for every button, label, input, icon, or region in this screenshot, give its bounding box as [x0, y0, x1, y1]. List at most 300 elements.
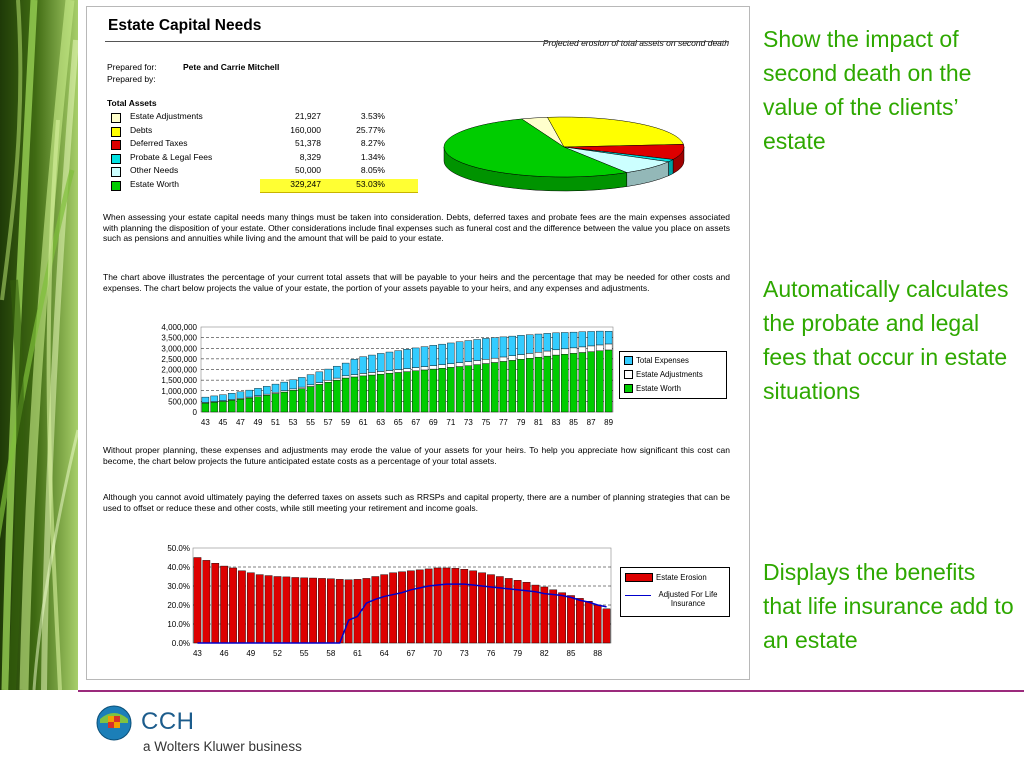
bar — [203, 560, 210, 643]
bar-segment — [526, 358, 533, 412]
legend-line-swatch — [625, 595, 651, 596]
bar-segment — [281, 392, 288, 412]
x-tick-label: 82 — [539, 649, 549, 658]
bar — [452, 568, 459, 643]
bar-segment — [403, 369, 410, 372]
bar-segment — [412, 348, 419, 368]
bar-segment — [298, 389, 305, 412]
bar-segment — [605, 331, 612, 344]
bar-segment — [526, 353, 533, 358]
legend-label: Total Expenses — [636, 356, 689, 365]
bar-segment — [228, 393, 235, 399]
asset-amount: 8,329 — [299, 151, 321, 162]
bar-segment — [482, 338, 489, 359]
x-tick-label: 63 — [376, 418, 386, 427]
y-tick-label: 0 — [192, 408, 197, 417]
bar-segment — [447, 367, 454, 412]
bar — [558, 593, 565, 643]
bar-segment — [421, 367, 428, 370]
bar-segment — [456, 342, 463, 363]
asset-row — [111, 138, 394, 151]
asset-row — [111, 111, 394, 124]
bar — [576, 598, 583, 643]
wolters-kluwer-tagline: a Wolters Kluwer business — [143, 739, 302, 754]
y-tick-label: 2,000,000 — [161, 365, 197, 375]
x-tick-label: 70 — [433, 649, 443, 658]
bar-segment — [228, 400, 235, 412]
legend-swatch — [111, 113, 121, 123]
bar — [220, 566, 227, 643]
x-tick-label: 51 — [271, 418, 280, 427]
bar — [309, 578, 316, 643]
asset-amount: 160,000 — [290, 124, 321, 135]
legend-item — [625, 573, 707, 582]
title-divider — [105, 41, 729, 42]
bar-segment — [535, 357, 542, 412]
bar-segment — [246, 390, 253, 397]
bar-segment — [500, 361, 507, 412]
bar — [532, 585, 539, 643]
bar-segment — [561, 332, 568, 348]
x-tick-label: 73 — [459, 649, 469, 658]
bar-segment — [456, 367, 463, 412]
bar-segment — [553, 333, 560, 350]
legend-swatch — [625, 573, 653, 582]
bar-segment — [290, 390, 297, 412]
bar-segment — [465, 341, 472, 362]
y-tick-label: 4,000,000 — [161, 323, 197, 332]
bar-segment — [360, 357, 367, 374]
bar-segment — [263, 395, 270, 412]
bar-segment — [360, 376, 367, 412]
bar-segment — [605, 344, 612, 350]
x-tick-label: 49 — [246, 649, 256, 658]
legend-item — [624, 384, 681, 393]
bar-segment — [263, 386, 270, 394]
bar — [274, 577, 281, 644]
bar-segment — [456, 363, 463, 367]
bar — [381, 575, 388, 643]
bar-segment — [535, 352, 542, 357]
bar-segment — [526, 335, 533, 354]
bar-segment — [333, 366, 340, 378]
report-subtitle: Projected erosion of total assets on second death — [542, 38, 729, 48]
bar-segment — [491, 362, 498, 412]
x-tick-label: 61 — [358, 418, 368, 427]
x-tick-label: 67 — [411, 418, 421, 427]
bar-segment — [307, 387, 314, 413]
bar-segment — [412, 368, 419, 371]
bar-segment — [491, 338, 498, 359]
bar-segment — [561, 349, 568, 354]
bar-segment — [333, 378, 340, 380]
x-tick-label: 58 — [326, 649, 336, 658]
x-tick-label: 73 — [463, 418, 473, 427]
bar — [461, 569, 468, 643]
bar-segment — [219, 401, 226, 412]
x-tick-label: 81 — [534, 418, 543, 427]
y-tick-label: 20.0% — [167, 601, 190, 610]
legend-item — [624, 370, 703, 379]
bar — [327, 579, 334, 643]
bar-segment — [272, 394, 279, 412]
bar-segment — [377, 371, 384, 374]
cch-brand: CCH — [141, 708, 195, 735]
bar — [238, 571, 245, 643]
bar-segment — [403, 372, 410, 412]
bar-segment — [237, 392, 244, 399]
bar-segment — [360, 373, 367, 375]
bar-segment — [544, 333, 551, 351]
bar-segment — [465, 362, 472, 366]
x-tick-label: 88 — [593, 649, 603, 658]
bar — [443, 568, 450, 643]
report-page — [86, 6, 750, 680]
legend-swatch — [111, 127, 121, 137]
x-tick-label: 75 — [481, 418, 491, 427]
bar-segment — [237, 399, 244, 412]
bar — [416, 570, 423, 643]
y-tick-label: 1,500,000 — [161, 376, 197, 386]
legend-swatch — [111, 181, 121, 191]
bar-segment — [491, 358, 498, 362]
bar — [550, 590, 557, 643]
bar — [194, 558, 201, 644]
bar-segment — [439, 368, 446, 412]
bar-segment — [588, 331, 595, 345]
bar-segment — [553, 355, 560, 412]
bar-segment — [307, 375, 314, 385]
x-tick-label: 43 — [192, 649, 202, 658]
bar-segment — [596, 331, 603, 345]
bar-segment — [412, 371, 419, 412]
x-tick-label: 85 — [566, 649, 576, 658]
bar-segment — [368, 375, 375, 412]
asset-amount: 50,000 — [295, 165, 321, 176]
bar-segment — [202, 403, 209, 412]
legend-label: Adjusted For Life Insurance — [658, 590, 718, 608]
y-tick-label: 30.0% — [167, 582, 190, 591]
x-tick-label: 83 — [551, 418, 561, 427]
bar — [594, 605, 601, 643]
x-tick-label: 65 — [393, 418, 403, 427]
bar-segment — [439, 365, 446, 369]
asset-percent: 8.27% — [360, 138, 385, 149]
bar-segment — [342, 363, 349, 376]
bar — [398, 572, 405, 643]
bar-segment — [500, 357, 507, 361]
asset-row — [111, 179, 394, 192]
y-tick-label: 500,000 — [168, 397, 197, 407]
asset-label: Estate Adjustments — [130, 111, 203, 121]
x-tick-label: 55 — [306, 418, 316, 427]
side-note: Show the impact of second death on the value of the clients’ estate — [763, 26, 972, 154]
side-note: Automatically calculates the probate and legal fees that occur in estate situations — [763, 276, 1009, 404]
legend-swatch — [111, 154, 121, 164]
bar-segment — [254, 397, 261, 412]
x-tick-label: 46 — [219, 649, 229, 658]
bar — [256, 575, 263, 643]
bar-segment — [298, 377, 305, 387]
bar-segment — [474, 361, 481, 365]
bar-segment — [342, 376, 349, 378]
paragraph: The chart above illustrates the percentage of your current total assets that will be payable to your heirs and the percentage that may be needed for other costs and expenses. The chart below projects the value of your estate, the portion of your assets payable to your heirs, and any expenses and adjustments. — [103, 272, 730, 293]
asset-percent: 53.03% — [356, 179, 385, 189]
bar — [470, 571, 477, 643]
bar-segment — [290, 380, 297, 389]
bar-segment — [430, 366, 437, 369]
bar-segment — [596, 351, 603, 412]
x-tick-label: 89 — [604, 418, 614, 427]
x-tick-label: 55 — [299, 649, 309, 658]
bar-segment — [482, 364, 489, 412]
total-assets-heading: Total Assets — [107, 98, 157, 108]
y-tick-label: 0.0% — [171, 639, 190, 648]
report-title: Estate Capital Needs — [108, 17, 262, 34]
x-tick-label: 87 — [586, 418, 596, 427]
bar-segment — [211, 402, 218, 412]
bar-segment — [351, 377, 358, 412]
bar-segment — [211, 396, 218, 402]
bar — [336, 579, 343, 643]
x-tick-label: 47 — [235, 418, 245, 427]
x-tick-label: 79 — [513, 649, 523, 658]
bar — [585, 601, 592, 643]
y-tick-label: 1,000,000 — [161, 386, 197, 396]
asset-amount: 51,378 — [295, 138, 321, 149]
bar-segment — [395, 351, 402, 370]
bar-segment — [500, 337, 507, 357]
bar — [372, 577, 379, 644]
bar-segment — [246, 398, 253, 412]
bar-segment — [509, 360, 516, 412]
bar-segment — [517, 355, 524, 360]
bar-segment — [579, 332, 586, 347]
asset-label: Probate & Legal Fees — [130, 151, 213, 162]
x-tick-label: 61 — [353, 649, 362, 658]
bar-segment — [421, 370, 428, 412]
legend-swatch — [111, 167, 121, 177]
y-tick-label: 50.0% — [167, 544, 190, 553]
bar-segment — [316, 383, 323, 385]
estate-value-legend — [619, 351, 727, 399]
x-tick-label: 85 — [569, 418, 579, 427]
asset-percent: 8.05% — [360, 165, 385, 176]
bar-segment — [474, 339, 481, 360]
x-tick-label: 45 — [218, 418, 228, 427]
bar-segment — [579, 347, 586, 353]
bar-segment — [570, 353, 577, 412]
asset-row — [111, 165, 394, 178]
bar-segment — [570, 348, 577, 353]
bar-segment — [570, 332, 577, 348]
bar — [247, 573, 254, 643]
bar — [283, 577, 290, 643]
asset-label: Other Needs — [130, 165, 179, 176]
bar-segment — [482, 359, 489, 363]
bar-segment — [368, 372, 375, 375]
bar-segment — [403, 349, 410, 368]
x-tick-label: 53 — [288, 418, 298, 427]
bar-segment — [509, 356, 516, 361]
legend-label: Estate Worth — [636, 384, 681, 393]
bar-segment — [351, 359, 358, 374]
asset-label: Estate Worth — [130, 179, 179, 189]
asset-amount: 329,247 — [290, 179, 321, 189]
x-tick-label: 59 — [341, 418, 351, 427]
x-tick-label: 64 — [379, 649, 389, 658]
bar-segment — [517, 359, 524, 412]
bar — [229, 568, 236, 643]
bar-segment — [386, 371, 393, 374]
bar-segment — [325, 382, 332, 412]
bar-segment — [430, 345, 437, 365]
bar — [212, 563, 219, 643]
asset-percent: 1.34% — [360, 151, 385, 162]
x-tick-label: 52 — [273, 649, 282, 658]
bar — [434, 568, 441, 643]
x-tick-label: 69 — [428, 418, 438, 427]
bar — [301, 578, 308, 643]
grass-background-image — [0, 0, 78, 690]
estate-value-chart — [127, 320, 627, 430]
bar-segment — [605, 350, 612, 412]
y-tick-label: 2,500,000 — [161, 354, 197, 364]
x-tick-label: 71 — [446, 418, 456, 427]
pie-slice-side — [668, 160, 673, 176]
bar — [363, 578, 370, 643]
legend-label: Estate Adjustments — [636, 370, 703, 379]
bar-segment — [561, 354, 568, 412]
bar-segment — [474, 365, 481, 412]
bar — [389, 573, 396, 643]
pie-slice — [547, 117, 683, 147]
bar-segment — [553, 350, 560, 355]
bar-segment — [421, 347, 428, 367]
bar-segment — [588, 352, 595, 412]
bar-segment — [290, 389, 297, 390]
bar-segment — [544, 351, 551, 356]
x-tick-label: 77 — [498, 418, 508, 427]
side-note: Displays the benefits that life insurance add to an estate — [763, 559, 1014, 653]
bar — [354, 579, 361, 643]
bar — [478, 573, 485, 643]
bar-segment — [325, 380, 332, 382]
bar-segment — [395, 372, 402, 412]
bar-segment — [509, 336, 516, 356]
asset-amount: 21,927 — [295, 111, 321, 121]
legend-swatch — [624, 370, 633, 379]
bar — [407, 571, 414, 643]
bar-segment — [447, 343, 454, 364]
legend-swatch — [624, 384, 633, 393]
asset-row — [111, 152, 394, 165]
bar-segment — [351, 375, 358, 377]
footer-divider — [78, 690, 1024, 692]
bar — [425, 569, 432, 643]
bar — [345, 580, 352, 643]
bar-segment — [517, 335, 524, 354]
bar — [567, 596, 574, 644]
prepared-for-name: Pete and Carrie Mitchell — [183, 62, 280, 72]
legend-label: Estate Erosion — [656, 573, 707, 582]
paragraph: Without proper planning, these expenses and adjustments may erode the value of your assets for your heirs. To help you appreciate how significant this cost can become, the chart below projects the future anticipated estate costs as a percentage of your total assets. — [103, 445, 730, 466]
bar-segment — [439, 344, 446, 365]
prepared-by-label: Prepared by: — [107, 74, 156, 84]
paragraph: Although you cannot avoid ultimately paying the deferred taxes on assets such as RRSPs and capital property, there are a number of planning strategies that can be used to offset or reduce these and other costs, while still meeting your retirement and income goals. — [103, 492, 730, 513]
bar — [318, 578, 325, 643]
estate-erosion-legend — [620, 567, 730, 617]
bar — [496, 577, 503, 644]
bar-segment — [254, 388, 261, 395]
bar-segment — [596, 345, 603, 351]
bar-segment — [377, 353, 384, 371]
bar-segment — [588, 346, 595, 352]
assets-pie-chart — [442, 115, 702, 205]
asset-label: Debts — [130, 124, 153, 135]
legend-swatch — [111, 140, 121, 150]
asset-percent: 3.53% — [360, 111, 385, 121]
bar — [603, 609, 610, 643]
bar-segment — [535, 334, 542, 352]
bar-segment — [307, 385, 314, 387]
bar — [292, 577, 299, 643]
y-tick-label: 3,500,000 — [161, 333, 197, 343]
y-tick-label: 3,000,000 — [161, 344, 197, 354]
x-tick-label: 43 — [200, 418, 210, 427]
bar-segment — [333, 380, 340, 412]
prepared-for-label: Prepared for: — [107, 62, 157, 72]
bar-segment — [579, 353, 586, 413]
estate-erosion-chart — [127, 542, 627, 662]
asset-percent: 25.77% — [356, 124, 385, 135]
asset-row — [111, 125, 394, 138]
bar-segment — [386, 373, 393, 412]
bar-segment — [430, 369, 437, 412]
x-tick-label: 79 — [516, 418, 526, 427]
bar-segment — [342, 378, 349, 412]
bar — [265, 576, 272, 643]
bar-segment — [465, 366, 472, 412]
bar-segment — [447, 364, 454, 368]
x-tick-label: 67 — [406, 649, 416, 658]
y-tick-label: 10.0% — [167, 620, 190, 629]
bar — [487, 575, 494, 643]
bar-segment — [368, 355, 375, 372]
x-tick-label: 57 — [323, 418, 333, 427]
cch-globe-logo — [96, 705, 132, 741]
bar-segment — [325, 369, 332, 380]
bar-segment — [395, 370, 402, 373]
legend-swatch — [624, 356, 633, 365]
bar-segment — [386, 352, 393, 370]
bar-segment — [377, 374, 384, 412]
bar-segment — [219, 395, 226, 401]
bar-segment — [316, 384, 323, 412]
bar — [541, 587, 548, 643]
paragraph: When assessing your estate capital needs many things must be taken into consideration. Debts, deferred taxes and probate fees are the main expenses associated with planning the disposition of your estate. Other considerations include final expenses such as funeral cost and the difference between the value you place on assets such as pensions and annuities while living and the amount that will be paid to your estate. — [103, 212, 730, 244]
bar-segment — [316, 372, 323, 383]
legend-item — [625, 590, 725, 608]
bar-segment — [544, 356, 551, 412]
x-tick-label: 49 — [253, 418, 263, 427]
bar-segment — [272, 384, 279, 392]
legend-item — [624, 356, 689, 365]
x-tick-label: 76 — [486, 649, 496, 658]
asset-label: Deferred Taxes — [130, 138, 188, 149]
y-tick-label: 40.0% — [167, 563, 190, 572]
bar-segment — [202, 397, 209, 402]
